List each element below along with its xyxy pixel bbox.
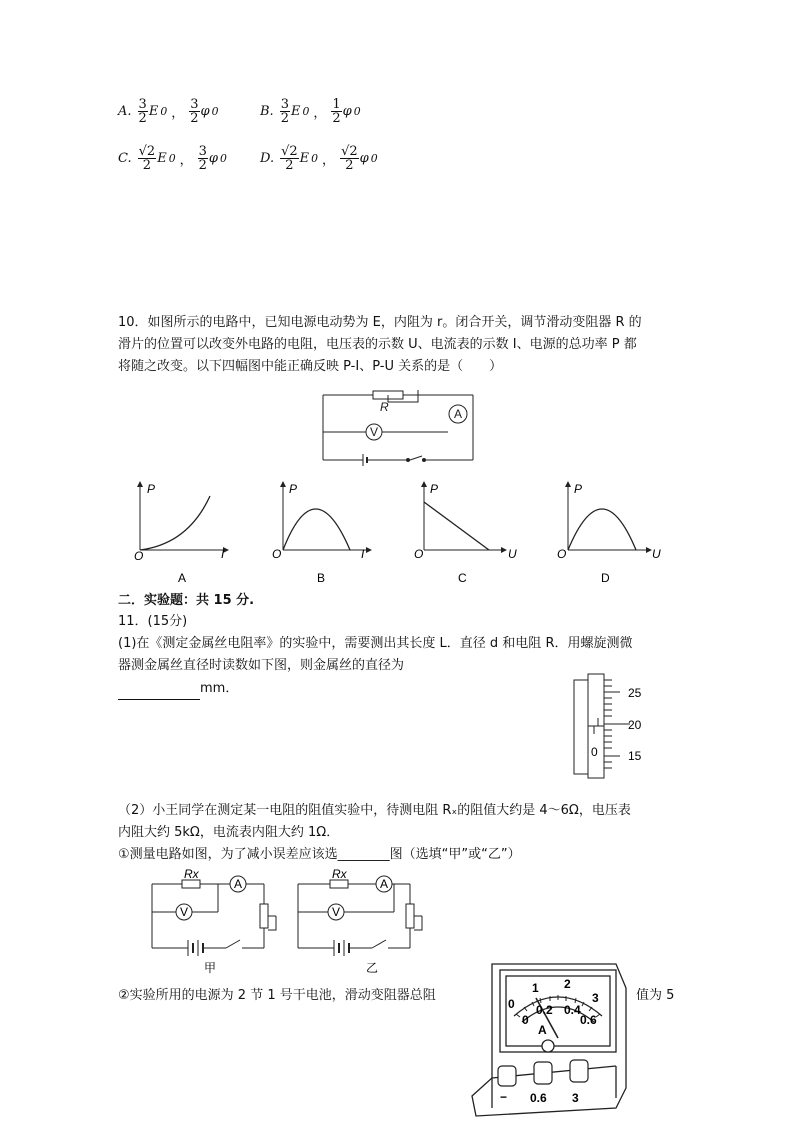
q10-line-2: 滑片的位置可以改变外电路的电阻，电压表的示数 U、电流表的示数 I、电源的总功率 P 都 xyxy=(118,337,637,352)
circuit-jia-a-label: A xyxy=(234,877,243,891)
micrometer-zero: 0 xyxy=(591,745,598,759)
terminal-0-6: 0.6 xyxy=(530,1091,547,1105)
graph-c-caption: C xyxy=(458,571,467,585)
graph-b-y-label: P xyxy=(289,482,298,496)
rheostat-label: R xyxy=(380,400,389,414)
q9-option-d: D. $\frac{√2}{2}$ E 0 ， $\frac{√2}{2}$ φ 0 xyxy=(260,144,378,173)
circuit-yi-r-label: Rx xyxy=(332,868,347,881)
q11-p2-question-2-right: 值为 5 xyxy=(636,988,675,1003)
q11-p1-line-2: 器测金属丝直径时读数如下图，则金属丝的直径为 xyxy=(118,658,405,673)
graph-b-curve xyxy=(283,509,350,550)
q10-line-3: 将随之改变。以下四幅图中能正确反映 P-I、P-U 关系的是（ ） xyxy=(118,359,503,374)
graph-a-curve xyxy=(140,496,210,550)
ammeter-unit-label: A xyxy=(538,1023,547,1037)
circuit-yi-a-label: A xyxy=(380,877,389,891)
ammeter-diagram xyxy=(466,958,630,1122)
option-label: A. xyxy=(118,104,132,119)
circuit-jia-caption: 甲 xyxy=(204,961,217,975)
micrometer-diagram xyxy=(568,672,668,784)
terminal-negative: − xyxy=(500,1090,508,1104)
micrometer-label-25: 25 xyxy=(628,686,642,700)
micrometer-label-15: 15 xyxy=(628,749,642,763)
q10-line-1: 10．如图所示的电路中，已知电源电动势为 E，内阻为 r。闭合开关，调节滑动变阻器 R 的 xyxy=(118,315,642,330)
ammeter-bottom-2: 0.4 xyxy=(564,1003,581,1017)
voltmeter-label: V xyxy=(370,425,379,439)
ammeter-top-1: 1 xyxy=(532,981,539,995)
circuit-yi-caption: 乙 xyxy=(366,961,379,975)
graph-a-x-label: I xyxy=(221,547,225,561)
circuit-jia xyxy=(152,876,276,956)
ammeter-top-0: 0 xyxy=(508,997,515,1011)
micrometer-label-20: 20 xyxy=(628,718,642,732)
graph-b-x-label: I xyxy=(361,547,365,561)
circuit-yi-v-label: V xyxy=(332,905,341,919)
graph-d-y-label: P xyxy=(574,482,583,496)
graph-c-line xyxy=(424,502,489,550)
q10-graphs xyxy=(128,478,688,588)
graph-c-x-label: U xyxy=(508,547,517,561)
graph-d-x-label: U xyxy=(652,547,661,561)
ammeter-bottom-0: 0 xyxy=(522,1013,529,1027)
graph-b-origin: O xyxy=(272,547,282,561)
q9-option-a: A. $\frac{3}{2}$ E 0 ， $\frac{3}{2}$ φ 0 xyxy=(118,97,219,126)
section-2-heading: 二．实验题：共 15 分. xyxy=(118,593,255,608)
ammeter-bottom-3: 0.6 xyxy=(580,1013,597,1027)
graph-a-y-label: P xyxy=(147,482,156,496)
ammeter-label: A xyxy=(454,407,463,421)
graph-c-origin: O xyxy=(414,547,424,561)
unit-text: mm． xyxy=(200,681,239,696)
ammeter-top-3: 3 xyxy=(592,991,599,1005)
graph-a-caption: A xyxy=(178,571,187,585)
circuit-jia-r-label: Rx xyxy=(184,868,199,881)
q11-p2-line-1: （2）小王同学在测定某一电阻的阻值实验中，待测电阻 Rₓ的阻值大约是 4～6Ω，电压表 xyxy=(118,803,631,818)
ammeter-top-2: 2 xyxy=(564,977,571,991)
ammeter-bottom-1: 0.2 xyxy=(536,1003,553,1017)
q10-circuit-diagram xyxy=(318,390,478,470)
thimble-ticks xyxy=(604,680,630,768)
q11-p2-question-1: ①测量电路如图，为了减小误差应该选________图（选填“甲”或“乙”） xyxy=(118,847,521,862)
q11-p2-question-2-left: ②实验所用的电源为 2 节 1 号干电池，滑动变阻器总阻 xyxy=(118,988,436,1003)
graph-c xyxy=(414,482,517,585)
q11-p1-line-1: (1)在《测定金属丝电阻率》的实验中，需要测出其长度 L．直径 d 和电阻 R．用螺旋测微 xyxy=(118,636,633,651)
graph-a-origin: O xyxy=(134,549,144,563)
q11-title: 11．(15分) xyxy=(118,614,188,629)
graph-c-y-label: P xyxy=(430,482,439,496)
q11-p2-line-2: 内阻大约 5kΩ，电流表内阻大约 1Ω． xyxy=(118,825,340,840)
q9-option-c: C. $\frac{√2}{2}$ E 0 ， $\frac{3}{2}$ φ 0 xyxy=(118,144,227,173)
terminal-3: 3 xyxy=(572,1091,579,1105)
graph-b xyxy=(272,482,371,585)
graph-d-origin: O xyxy=(557,547,567,561)
graph-d xyxy=(557,482,661,585)
graph-a xyxy=(134,482,228,585)
graph-d-caption: D xyxy=(601,571,610,585)
graph-d-curve xyxy=(568,509,636,550)
q9-option-b: B. $\frac{3}{2}$ E 0 ， $\frac{1}{2}$ φ 0 xyxy=(260,97,361,126)
circuit-yi xyxy=(298,876,422,956)
circuit-jia-v-label: V xyxy=(180,905,189,919)
option-label: B. xyxy=(260,104,274,119)
graph-b-caption: B xyxy=(317,571,326,585)
q11-p1-answer-line xyxy=(118,678,238,700)
option-label: D. xyxy=(260,151,275,166)
answer-blank xyxy=(118,685,200,700)
q11-circuits xyxy=(148,868,448,976)
option-label: C. xyxy=(118,151,132,166)
